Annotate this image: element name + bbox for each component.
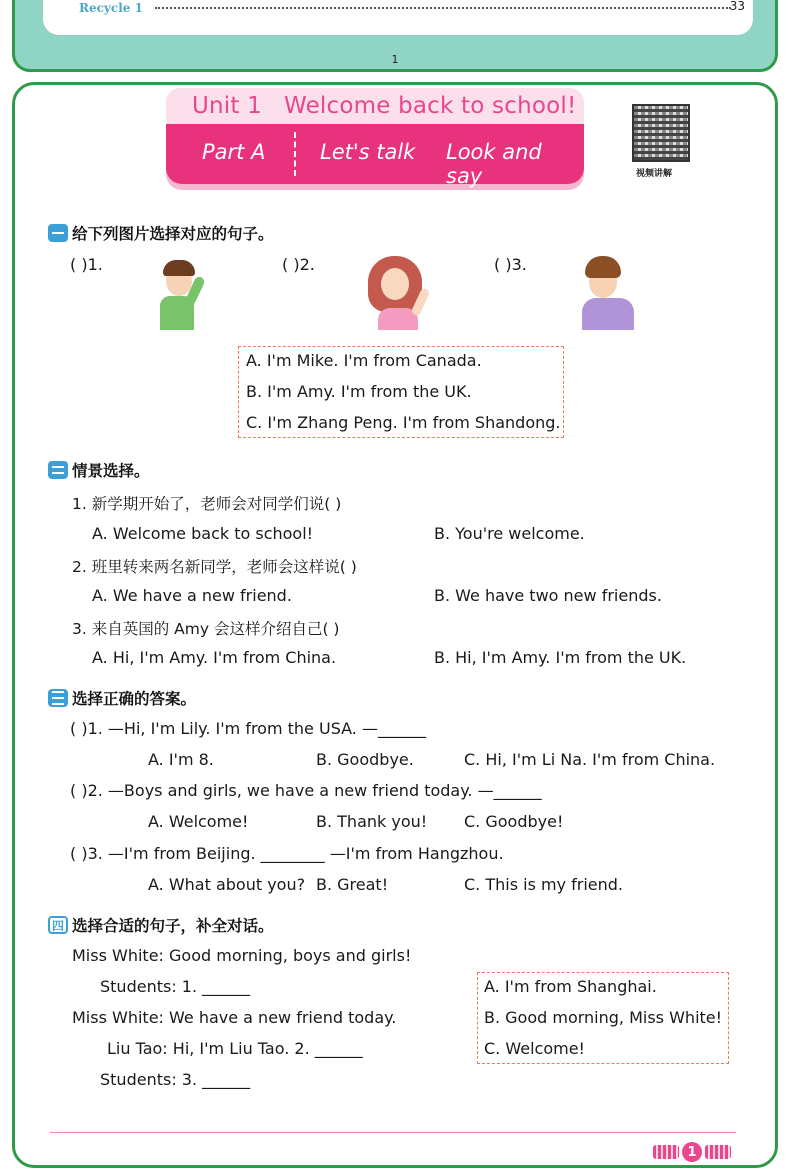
- situation-question-3: 3. 来自英国的 Amy 会这样介绍自己( ): [72, 620, 340, 638]
- section-1-title: 给下列图片选择对应的句子。: [72, 225, 274, 243]
- situation-2-option-b: B. We have two new friends.: [434, 586, 662, 605]
- situation-2-option-a: A. We have a new friend.: [92, 586, 292, 605]
- section-4-heading: [48, 914, 274, 936]
- previous-page-paper: [43, 0, 753, 35]
- situation-3-option-a: A. Hi, I'm Amy. I'm from China.: [92, 648, 337, 667]
- picture-item-3: ( )3.: [494, 255, 527, 274]
- answer-2-option-a: A. Welcome!: [148, 812, 249, 831]
- section-3-heading: [48, 687, 196, 709]
- unit-title: Welcome back to school!: [283, 93, 577, 119]
- answer-3-option-c: C. This is my friend.: [464, 875, 624, 894]
- lesson-bar: [166, 124, 584, 188]
- situation-1-option-b: B. You're welcome.: [434, 524, 585, 543]
- dialogue-line-1: Miss White: Good morning, boys and girls!: [72, 946, 412, 965]
- dialogue-option-c: C. Welcome!: [484, 1039, 585, 1058]
- qr-code-icon[interactable]: [632, 104, 690, 162]
- footer-stripes-right: [705, 1145, 731, 1159]
- dialogue-option-a: A. I'm from Shanghai.: [484, 977, 657, 996]
- dialogue-line-5: Students: 3. ______: [100, 1070, 251, 1089]
- answer-question-2: ( )2. —Boys and girls, we have a new friend today. —______: [70, 781, 542, 800]
- dialogue-line-3: Miss White: We have a new friend today.: [72, 1008, 397, 1027]
- section-2-heading: [48, 459, 150, 481]
- page-number: 1: [682, 1142, 702, 1162]
- section-2-badge: [48, 461, 68, 479]
- look-and-say-label: Look and say: [446, 140, 542, 188]
- answer-1-option-c: C. Hi, I'm Li Na. I'm from China.: [464, 750, 716, 769]
- answer-2-option-c: C. Goodbye!: [464, 812, 564, 831]
- toc-label: Recycle 1: [79, 1, 143, 15]
- lets-talk-label: Let's talk: [320, 140, 416, 164]
- unit-number: Unit 1: [192, 93, 262, 119]
- toc-page-number: 33: [729, 0, 745, 13]
- option-c: C. I'm Zhang Peng. I'm from Shandong.: [246, 413, 561, 432]
- boy-waving-illustration: [158, 256, 214, 332]
- footer-rule: [50, 1132, 736, 1133]
- page-number-badge: [652, 1143, 732, 1161]
- unit-title-bar: [166, 88, 584, 124]
- previous-page-remnant: [12, 0, 778, 72]
- picture-item-2: ( )2.: [282, 255, 315, 274]
- section-4-badge: 四: [48, 916, 68, 934]
- answer-question-1: ( )1. —Hi, I'm Lily. I'm from the USA. —______: [70, 719, 426, 738]
- boy-hoodie-illustration: [582, 256, 638, 332]
- qr-code-label: 视频讲解: [636, 169, 673, 179]
- option-a: A. I'm Mike. I'm from Canada.: [246, 351, 482, 370]
- section-1-heading: [48, 222, 274, 244]
- option-b: B. I'm Amy. I'm from the UK.: [246, 382, 472, 401]
- section-3-badge: [48, 689, 68, 707]
- answer-1-option-a: A. I'm 8.: [148, 750, 214, 769]
- section-1-badge: [48, 224, 68, 242]
- lesson-divider: [294, 132, 296, 176]
- toc-line: [79, 0, 739, 17]
- answer-3-option-a: A. What about you?: [148, 875, 306, 894]
- answer-question-3: ( )3. —I'm from Beijing. ________ —I'm from Hangzhou.: [70, 844, 504, 863]
- section-4-title: 选择合适的句子，补全对话。: [72, 917, 274, 935]
- dialogue-option-b: B. Good morning, Miss White!: [484, 1008, 723, 1027]
- toc-leader-dots: [155, 7, 731, 9]
- footer-stripes-left: [653, 1145, 679, 1159]
- answer-1-option-b: B. Goodbye.: [316, 750, 414, 769]
- situation-1-option-a: A. Welcome back to school!: [92, 524, 314, 543]
- section-3-title: 选择正确的答案。: [72, 690, 197, 708]
- girl-pointing-illustration: [368, 256, 434, 332]
- situation-question-2: 2. 班里转来两名新同学，老师会这样说( ): [72, 558, 357, 576]
- picture-item-1: ( )1.: [70, 255, 103, 274]
- dialogue-line-2: Students: 1. ______: [100, 977, 251, 996]
- previous-page-number: 1: [391, 53, 399, 66]
- section-2-title: 情景选择。: [72, 462, 150, 480]
- answer-3-option-b: B. Great!: [316, 875, 389, 894]
- situation-3-option-b: B. Hi, I'm Amy. I'm from the UK.: [434, 648, 687, 667]
- situation-question-1: 1. 新学期开始了，老师会对同学们说( ): [72, 495, 342, 513]
- answer-2-option-b: B. Thank you!: [316, 812, 428, 831]
- dialogue-line-4: Liu Tao: Hi, I'm Liu Tao. 2. ______: [107, 1039, 363, 1058]
- part-label: Part A: [202, 140, 266, 164]
